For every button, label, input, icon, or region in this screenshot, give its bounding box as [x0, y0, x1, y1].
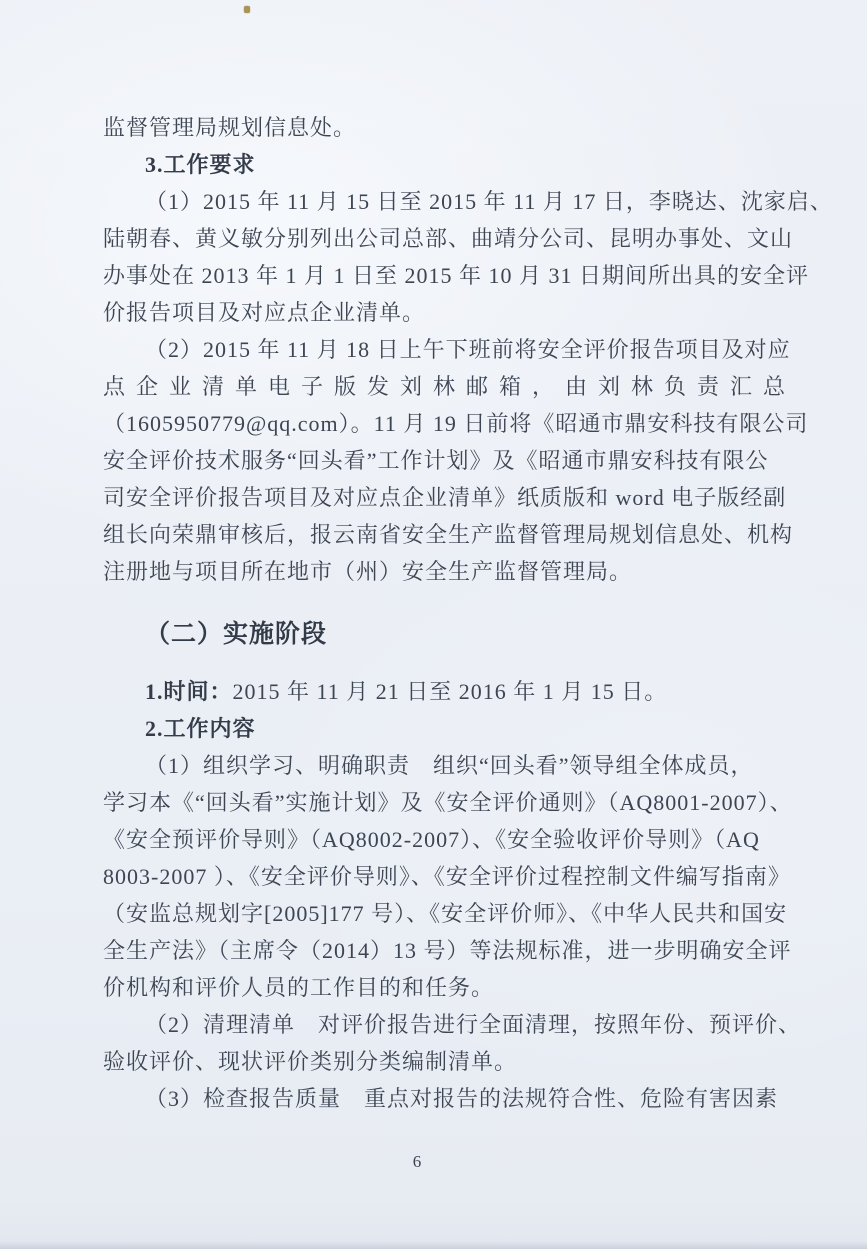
text-line: 安全评价技术服务“回头看”工作计划》及《昭通市鼎安科技有限公	[103, 448, 769, 473]
text-line: 点企业清单电子版发刘林邮箱，由刘林负责汇总	[103, 374, 797, 399]
text-line: 8003-2007 ）、《安全评价导则》、《安全评价过程控制文件编写指南》	[103, 864, 791, 889]
scan-bottom-edge	[0, 1241, 867, 1249]
text-line: （1）2015 年 11 月 15 日至 2015 年 11 月 17 日，李晓达、沈家启、	[145, 189, 833, 214]
text-line: （安监总规划字[2005]177 号）、《安全评价师》、《中华人民共和国安	[103, 901, 788, 926]
text-line: （1605950779@qq.com）。11 月 19 日前将《昭通市鼎安科技有限公司	[103, 411, 809, 436]
section-heading: （二）实施阶段	[145, 621, 328, 648]
text-line: 验收评价、现状评价类别分类编制清单。	[103, 1049, 518, 1074]
document-body	[103, 109, 833, 1117]
text-line: （1）组织学习、明确职责 组织“回头看”领导组全体成员，	[145, 753, 754, 778]
text-line: 价机构和评价人员的工作目的和任务。	[103, 975, 495, 1000]
scan-speck	[244, 6, 250, 13]
text-line: 价报告项目及对应点企业清单。	[103, 300, 426, 325]
text-line: 监督管理局规划信息处。	[103, 115, 357, 140]
text-line: 司安全评价报告项目及对应点企业清单》纸质版和 word 电子版经副	[103, 485, 787, 510]
text-line	[103, 673, 803, 710]
text-line: （3）检查报告质量 重点对报告的法规符合性、危险有害因素	[145, 1086, 779, 1111]
text-line: 全生产法》（主席令（2014）13 号）等法规标准，进一步明确安全评	[103, 938, 792, 963]
text-run: 2015 年 11 月 21 日至 2016 年 1 月 15 日。	[232, 679, 668, 704]
text-line: 办事处在 2013 年 1 月 1 日至 2015 年 10 月 31 日期间所出具的安全评	[103, 263, 810, 288]
text-line: 组长向荣鼎审核后，报云南省安全生产监督管理局规划信息处、机构	[103, 522, 794, 547]
text-line: 注册地与项目所在地市（州）安全生产监督管理局。	[103, 559, 633, 584]
text-line: 《安全预评价导则》（AQ8002-2007）、《安全验收评价导则》（AQ	[103, 827, 760, 852]
text-line: 2.工作内容	[145, 716, 256, 741]
text-run: 1.时间：	[145, 679, 233, 704]
text-line: 学习本《“回头看”实施计划》及《安全评价通则》（AQ8001-2007）、	[103, 790, 793, 815]
text-line: 陆朝春、黄义敏分别列出公司总部、曲靖分公司、昆明办事处、文山	[103, 226, 794, 251]
text-line: （2）2015 年 11 月 18 日上午下班前将安全评价报告项目及对应	[145, 337, 791, 362]
text-line: 3.工作要求	[145, 152, 256, 177]
text-line: （2）清理清单 对评价报告进行全面清理，按照年份、预评价、	[145, 1012, 802, 1037]
page-number: 6	[412, 1152, 422, 1171]
